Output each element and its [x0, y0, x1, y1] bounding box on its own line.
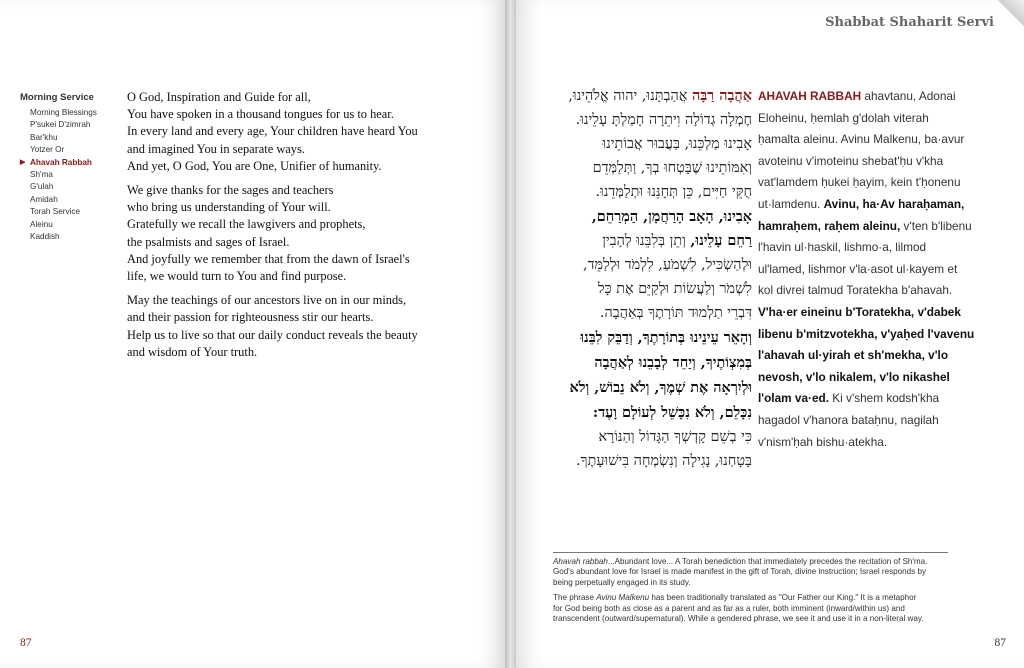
- text-segment: avoteinu v'imoteinu shebat'ḥu v'kha: [758, 153, 944, 168]
- transliteration-line: [758, 410, 978, 432]
- transliteration-text: [758, 86, 978, 453]
- transliteration-line: [758, 259, 978, 281]
- footnote-line: [553, 557, 948, 567]
- text-segment: AHAVAH RABBAH: [758, 89, 862, 103]
- text-segment: דִּבְרֵי תַלְמוּד תּוֹרָתֶךָ בְּאַהֲבָה.: [599, 305, 752, 322]
- text-segment: kol divrei talmud Toratekha b'ahavah.: [758, 283, 953, 298]
- text-segment: l'olam va·ed.: [758, 391, 829, 406]
- text-segment: for God being both as close as a parent and as far as a ruler, both imminent (inward/within us) and: [553, 603, 905, 613]
- toc-item-label: Yotzer Or: [30, 145, 65, 155]
- text-segment: וְתֵן בְּלִבֵּנוּ לְהָבִין: [602, 233, 691, 250]
- text-segment: בָּטָחְנוּ, נָגִילָה וְנִשְׂמְחָה בִּישׁוּעָתֶךָ.: [575, 452, 752, 469]
- english-line: and wisdom of Your truth.: [127, 344, 258, 359]
- hebrew-line: [516, 426, 752, 450]
- transliteration-line: [758, 194, 978, 216]
- footnote-line: [553, 578, 948, 588]
- toc-title[interactable]: Morning Service: [20, 92, 94, 103]
- footnote-line: [553, 614, 948, 624]
- text-segment: l'ahavah ul·yirah et sh'mekha, v'lo: [758, 348, 949, 363]
- running-head: Shabbat Shaharit Servi: [825, 15, 994, 30]
- text-segment: Avinu Malkenu: [596, 593, 650, 603]
- toc-item-label: Kaddish: [30, 232, 60, 242]
- text-segment: רַחֵם עָלֵינוּ,: [690, 232, 752, 250]
- toc-item[interactable]: [20, 132, 120, 144]
- text-segment: חֻקֵּי חַיִּים, כֵּן תְּחָנֵּנוּ וּתְלַמְּדֵנוּ.: [595, 183, 752, 200]
- transliteration-line: [758, 151, 978, 173]
- text-segment: אַהֲבָה רַבָּה: [691, 87, 752, 104]
- toc-item[interactable]: [20, 206, 120, 218]
- english-text: [127, 89, 437, 368]
- hebrew-line: [516, 229, 752, 254]
- hebrew-line: [516, 450, 752, 474]
- toc-item[interactable]: [20, 169, 120, 181]
- transliteration-line: [758, 432, 978, 454]
- text-segment: transcendent (outward/supernatural). While a gendered phrase, we see it and use it in a non-literal way.: [553, 614, 924, 624]
- toc-item-label: Sh'ma: [30, 170, 53, 180]
- transliteration-line: [758, 324, 978, 346]
- text-segment: אָבִינוּ, הָאָב הָרַחֲמָן, הַמְרַחֵם,: [591, 207, 752, 225]
- stanza: [127, 182, 437, 285]
- hebrew-line: [516, 157, 752, 181]
- toc-item[interactable]: [20, 219, 120, 231]
- transliteration-line: [758, 388, 978, 410]
- english-line: and their passion for righteousness stir our hearts.: [127, 310, 374, 325]
- footnote-line: [553, 593, 948, 603]
- text-segment: וּלְהַשְׂכִּיל, לִשְׁמֹעַ, לִלְמֹד וּלְלַמֵּד,: [583, 257, 752, 274]
- book-gutter: [505, 0, 516, 668]
- hebrew-line: [516, 401, 752, 426]
- english-line: the psalmists and sages of Israel.: [127, 234, 290, 249]
- toc-item[interactable]: [20, 119, 120, 131]
- hebrew-line: [516, 109, 752, 133]
- toc-item[interactable]: [20, 194, 120, 206]
- text-segment: V'ha·er eineinu b'Toratekha, v'dabek: [758, 304, 961, 319]
- text-segment: כִּי בְשֵׁם קָדְשְׁךָ הַגָּדוֹל וְהַנּוֹרָא: [598, 428, 752, 445]
- english-line: Help us to live so that our daily conduct reveals the beauty: [127, 327, 418, 342]
- text-segment: v'ten b'libenu: [900, 218, 972, 233]
- text-segment: לִשְׁמֹר וְלַעֲשׂוֹת וּלְקַיֵּם אֶת כָּל: [597, 281, 752, 298]
- text-segment: ul'lamed, lishmor v'la·asot ul·kayem et: [758, 261, 958, 276]
- footnote-line: [553, 604, 948, 614]
- toc-item-label: Bar'khu: [30, 132, 58, 142]
- text-segment: libenu b'mitzvotekha, v'yaḥed l'vavenu: [758, 326, 975, 341]
- text-segment: אָבִינוּ מַלְכֵּנוּ, בַּעֲבוּר אֲבוֹתֵינוּ: [602, 135, 752, 152]
- stanza: [127, 292, 437, 361]
- toc-item-label: Ahavah Rabbah: [30, 157, 92, 167]
- left-page: [0, 0, 505, 668]
- stanza: [127, 89, 437, 175]
- english-line: And yet, O God, You are One, Unifier of humanity.: [127, 158, 382, 173]
- text-segment: Eloheinu, ḥemlah g'dolah viterah: [758, 110, 929, 125]
- text-segment: וּלְיִרְאָה אֶת שְׁמֶךָ, וְלֹא נֵבוֹשׁ, וְלֹא: [569, 378, 752, 396]
- toc-item[interactable]: [20, 107, 120, 119]
- footnote-line: [553, 567, 948, 577]
- transliteration-line: [758, 216, 978, 238]
- text-segment: בְּמִצְוֹתֶיךָ, וְיַחֵד לְבָבֵנוּ לְאַהֲבָה: [594, 353, 752, 371]
- transliteration-line: [758, 345, 978, 367]
- text-segment: וְאִמּוֹתֵינוּ שֶׁבָּטְחוּ בְךָ, וַתְּלַמְּדֵם: [592, 159, 752, 176]
- transliteration-line: [758, 86, 978, 108]
- hebrew-line: [516, 181, 752, 205]
- text-segment: God's abundant love for Israel is made manifest in the gift of Torah, divine instruction; Israel responds by: [553, 567, 927, 577]
- hebrew-line: [516, 84, 752, 109]
- text-segment: ahavtanu, Adonai: [861, 89, 956, 103]
- text-segment: v'nism'ḥah bishu·atekha.: [758, 434, 888, 449]
- text-segment: has been traditionally translated as "Our Father our King." It is a metaphor: [649, 593, 917, 603]
- footnote-paragraph: [553, 557, 948, 588]
- footnotes: [553, 552, 948, 629]
- english-line: life, we would turn to You and find purpose.: [127, 269, 347, 284]
- toc-item[interactable]: [20, 144, 120, 156]
- toc-item-label: Amidah: [30, 194, 58, 204]
- page-number-right: 87: [994, 637, 1006, 649]
- english-line: May the teachings of our ancestors live on in our minds,: [127, 293, 407, 308]
- text-segment: Ki v'shem kodsh'kha: [829, 391, 940, 406]
- text-segment: ...Abundant love... A Torah benediction that immediately precedes the recitation of Sh'ma.: [607, 557, 928, 566]
- footnote-paragraph: [553, 593, 948, 624]
- toc-item-label: G'ulah: [30, 182, 54, 192]
- text-segment: nevosh, v'lo nikalem, v'lo nikashel: [758, 369, 950, 384]
- hebrew-line: [516, 254, 752, 278]
- hebrew-text: [516, 84, 752, 474]
- right-page: [516, 0, 1024, 668]
- hebrew-line: [516, 133, 752, 157]
- text-segment: Ahavah rabbah: [553, 557, 608, 566]
- toc-item-label: Morning Blessings: [30, 108, 97, 117]
- text-segment: hagadol v'hanora bataḥnu, nagilah: [758, 412, 939, 427]
- hebrew-line: [516, 376, 752, 401]
- toc-item-label: Aleinu: [30, 219, 53, 229]
- text-segment: being perpetually engaged in its study.: [553, 577, 691, 587]
- text-segment: l'havin ul·haskil, lishmo·a, lilmod: [758, 240, 927, 255]
- english-line: We give thanks for the sages and teachers: [127, 183, 334, 198]
- text-segment: The phrase: [553, 593, 597, 603]
- text-segment: וְהָאֵר עֵינֵינוּ בְּתוֹרָתֶךָ, וְדַבֵּק לִבֵּנוּ: [580, 329, 752, 347]
- text-segment: נִכָּלֵם, וְלֹא נִכָּשֵׁל לְעוֹלָם וָעֶד:: [592, 403, 752, 421]
- page-number-left: 87: [20, 637, 32, 649]
- toc-item[interactable]: [20, 231, 120, 243]
- text-segment: ut·lamdenu.: [758, 196, 824, 211]
- text-segment: חֶמְלָה גְדוֹלָה וִיתֵרָה חָמַלְתָּ עָלֵינוּ.: [575, 111, 752, 128]
- transliteration-line: [758, 280, 978, 302]
- toc-item[interactable]: [20, 181, 120, 193]
- transliteration-line: [758, 129, 978, 151]
- english-line: You have spoken in a thousand tongues for us to hear.: [127, 107, 394, 122]
- text-segment: אֲהַבְתָּנוּ, יהוה אֱלֹהֵינוּ,: [568, 88, 692, 104]
- hebrew-line: [516, 302, 752, 326]
- english-line: O God, Inspiration and Guide for all,: [127, 90, 311, 104]
- transliteration-line: [758, 302, 978, 324]
- english-line: who bring us understanding of Your will.: [127, 200, 331, 215]
- english-line: And joyfully we remember that from the dawn of Israel's: [127, 251, 410, 266]
- english-line: In every land and every age, Your children have heard You: [127, 124, 418, 139]
- text-segment: Avinu, ha·Av haraḥaman,: [823, 196, 965, 211]
- page-curl-corner[interactable]: [998, 0, 1024, 26]
- text-segment: vat'lamdem ḥukei ḥayim, kein t'ḥonenu: [758, 175, 961, 190]
- toc-items: [20, 107, 120, 243]
- text-segment: hamraḥem, raḥem aleinu,: [758, 218, 901, 233]
- hebrew-line: [516, 205, 752, 230]
- toc-item-label: P'sukei D'zimrah: [30, 120, 91, 130]
- pointer-icon: ▶: [20, 158, 26, 166]
- toc-item-label: Torah Service: [30, 207, 81, 217]
- hebrew-line: [516, 278, 752, 302]
- text-segment: ḥamalta aleinu. Avinu Malkenu, ba·avur: [758, 132, 965, 147]
- transliteration-line: [758, 172, 978, 194]
- transliteration-line: [758, 367, 978, 389]
- hebrew-line: [516, 351, 752, 376]
- hebrew-line: [516, 326, 752, 351]
- transliteration-line: [758, 237, 978, 259]
- transliteration-line: [758, 108, 978, 130]
- english-line: Gratefully we recall the lawgivers and prophets,: [127, 217, 366, 232]
- toc-item[interactable]: [20, 157, 120, 169]
- english-line: and imagined You in separate ways.: [127, 141, 305, 156]
- table-of-contents: [20, 92, 120, 243]
